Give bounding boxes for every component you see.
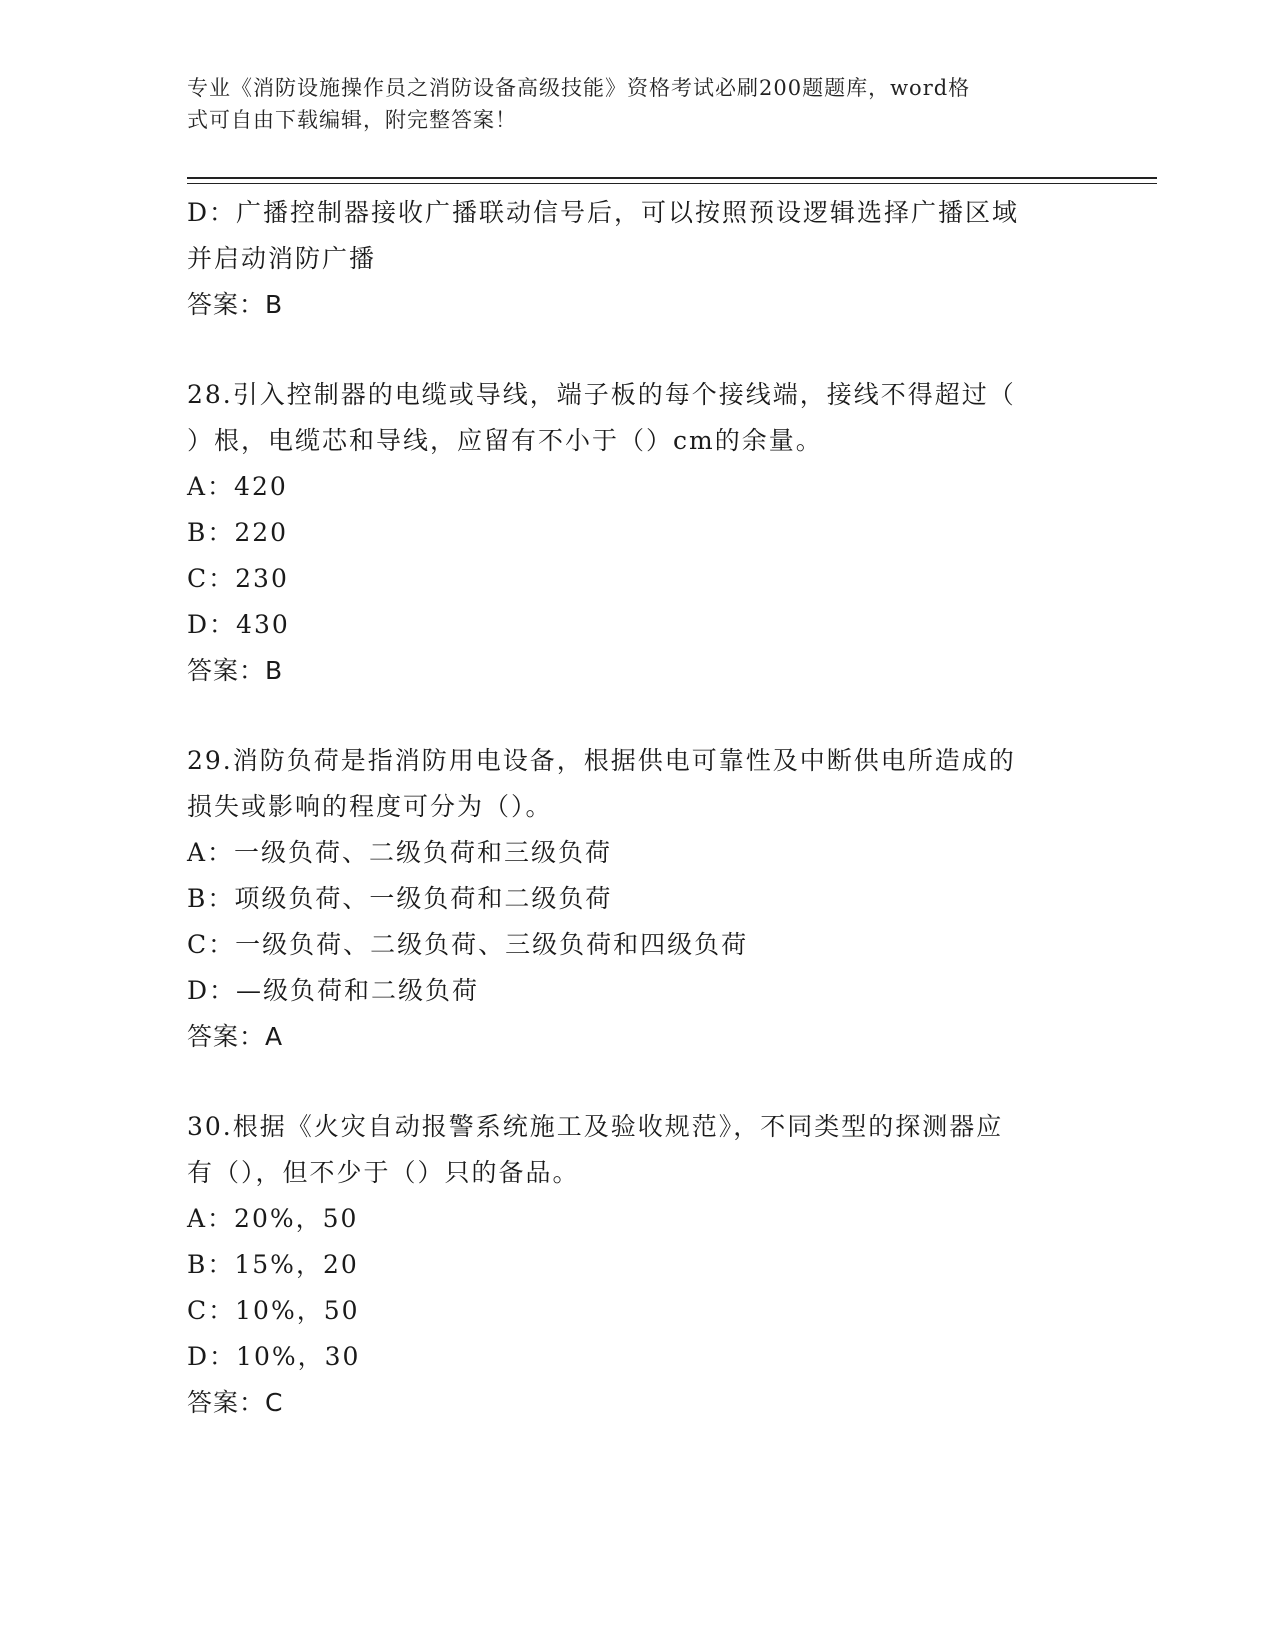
option-d: D：广播控制器接收广播联动信号后，可以按照预设逻辑选择广播区域	[187, 198, 1020, 227]
header-divider-thick	[187, 177, 1157, 179]
option-d: D：10%，30	[187, 1342, 361, 1371]
option-c: C：230	[187, 564, 289, 593]
header-divider-thin	[187, 183, 1157, 184]
option-a: A：一级负荷、二级负荷和三级负荷	[187, 838, 613, 867]
question-stem: 29.消防负荷是指消防用电设备，根据供电可靠性及中断供电所造成的	[187, 746, 1016, 775]
option-b: B：15%，20	[187, 1250, 359, 1279]
option-d-continued: 并启动消防广播	[187, 244, 377, 273]
option-c: C：一级负荷、二级负荷、三级负荷和四级负荷	[187, 930, 749, 959]
question-stem-continued: 有（），但不少于（）只的备品。	[187, 1158, 580, 1187]
option-d: D：430	[187, 610, 290, 639]
previous-question-tail	[187, 190, 1087, 328]
option-c: C：10%，50	[187, 1296, 360, 1325]
answer: 答案：C	[187, 1388, 284, 1417]
question-30	[187, 1104, 1087, 1426]
answer: 答案：B	[187, 290, 284, 319]
answer: 答案：B	[187, 656, 284, 685]
option-d: D：—级负荷和二级负荷	[187, 976, 480, 1005]
question-stem-continued: ）根，电缆芯和导线，应留有不小于（）cm的余量。	[187, 426, 823, 455]
option-b: B：项级负荷、一级负荷和二级负荷	[187, 884, 613, 913]
question-stem: 28.引入控制器的电缆或导线，端子板的每个接线端，接线不得超过（	[187, 380, 1016, 409]
option-b: B：220	[187, 518, 289, 547]
answer: 答案：A	[187, 1022, 284, 1051]
question-29	[187, 738, 1087, 1060]
option-a: A：20%，50	[187, 1204, 359, 1233]
question-28	[187, 372, 1087, 694]
document-header	[187, 72, 1087, 136]
header-line-1: 专业《消防设施操作员之消防设备高级技能》资格考试必刷200题题库，word格	[187, 76, 971, 100]
question-content	[187, 190, 1087, 1426]
option-a: A：420	[187, 472, 288, 501]
header-line-2: 式可自由下载编辑，附完整答案！	[187, 108, 517, 132]
question-stem-continued: 损失或影响的程度可分为（）。	[187, 792, 553, 821]
question-stem: 30.根据《火灾自动报警系统施工及验收规范》，不同类型的探测器应	[187, 1112, 1004, 1141]
